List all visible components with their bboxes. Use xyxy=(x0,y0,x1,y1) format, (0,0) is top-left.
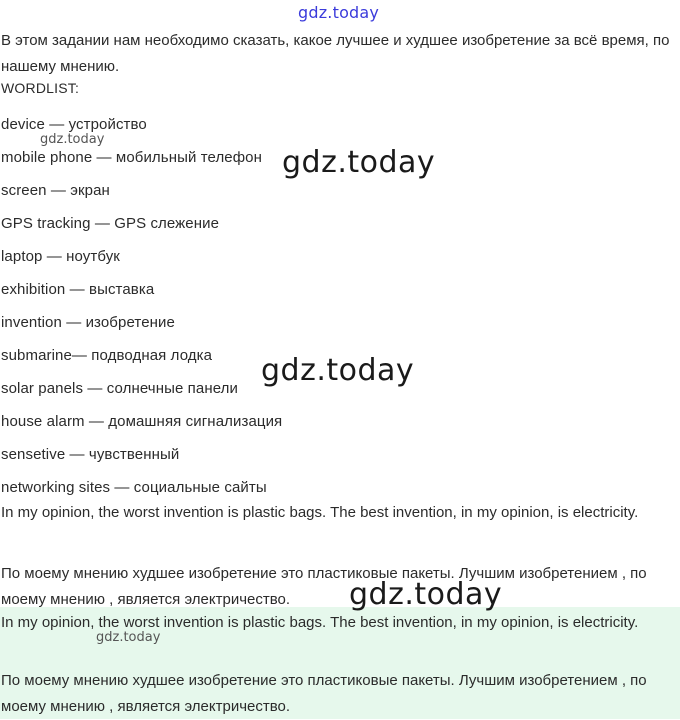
wordlist-item: submarine— подводная лодка xyxy=(1,347,213,364)
answer-russian-highlight: По моему мнению худшее изобретение это пластиковые пакеты. Лучшим изобретением , по моему мнению , является электричество. xyxy=(1,672,647,715)
watermark: gdz.today xyxy=(349,577,503,612)
wordlist-item: mobile phone — мобильный телефон xyxy=(1,149,263,166)
wordlist-heading: WORDLIST: xyxy=(1,80,80,96)
watermark: gdz.today xyxy=(40,132,105,147)
watermark: gdz.today xyxy=(96,630,161,645)
wordlist-item: sensetive — чувственный xyxy=(1,446,180,463)
wordlist-item: GPS tracking — GPS слежение xyxy=(1,215,220,232)
header-watermark: gdz.today xyxy=(298,3,380,22)
wordlist-item: networking sites — социальные сайты xyxy=(1,479,267,496)
answer-english-highlight: In my opinion, the worst invention is plastic bags. The best invention, in my opinion, is electricity. xyxy=(1,614,639,631)
wordlist-item: solar panels — солнечные панели xyxy=(1,380,238,397)
answer-russian: По моему мнению худшее изобретение это пластиковые пакеты. Лучшим изобретением , по моему мнению , является электричество. xyxy=(1,565,647,608)
wordlist-item: exhibition — выставка xyxy=(1,281,155,298)
wordlist-item: laptop — ноутбук xyxy=(1,248,120,265)
intro-paragraph: В этом задании нам необходимо сказать, какое лучшее и худшее изобретение за всё время, по нашему мнению. xyxy=(1,32,670,75)
wordlist-item: screen — экран xyxy=(1,182,110,199)
watermark: gdz.today xyxy=(282,145,436,180)
answer-english: In my opinion, the worst invention is plastic bags. The best invention, in my opinion, is electricity. xyxy=(1,504,639,521)
watermark: gdz.today xyxy=(261,353,415,388)
wordlist-item: house alarm — домашняя сигнализация xyxy=(1,413,283,430)
wordlist-item: device — устройство xyxy=(1,116,147,133)
wordlist-item: invention — изобретение xyxy=(1,314,175,331)
